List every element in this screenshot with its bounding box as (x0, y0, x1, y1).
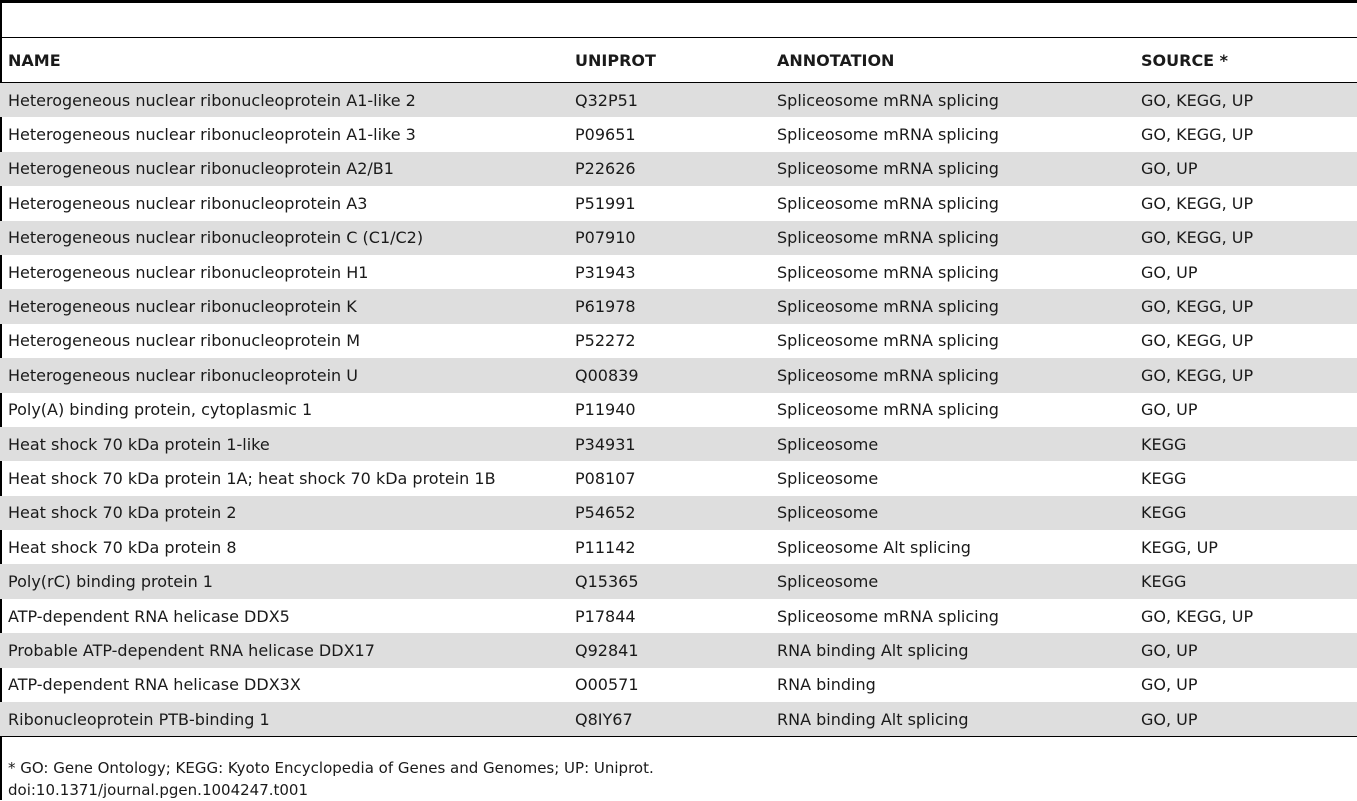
table-row (0, 496, 1357, 530)
cell-source: KEGG (1133, 427, 1357, 461)
cell-annotation: RNA binding Alt splicing (769, 633, 1133, 667)
cell-annotation: Spliceosome mRNA splicing (769, 152, 1133, 186)
cell-annotation: Spliceosome mRNA splicing (769, 83, 1133, 118)
cell-source: GO, KEGG, UP (1141, 331, 1254, 351)
table-row (0, 564, 1357, 598)
cell-source: GO, UP (1141, 675, 1198, 695)
table-body (0, 83, 1357, 737)
table-row (0, 324, 1357, 358)
cell-uniprot: P11142 (575, 537, 636, 557)
cell-uniprot: P11940 (575, 400, 636, 420)
cell-annotation: Spliceosome mRNA splicing (777, 400, 999, 420)
cell-name: Heat shock 70 kDa protein 8 (8, 537, 237, 557)
cell-uniprot: Q8IY67 (567, 702, 769, 737)
protein-table-container (0, 37, 1357, 737)
table-row (0, 668, 1357, 702)
cell-uniprot: Q32P51 (567, 83, 769, 118)
table-header (0, 38, 1357, 83)
cell-name: Heterogeneous nuclear ribonucleoprotein M (8, 331, 361, 351)
cell-annotation: Spliceosome (777, 468, 879, 488)
table-row (0, 633, 1357, 667)
table-row (0, 152, 1357, 186)
cell-source: GO, KEGG, UP (1141, 193, 1254, 213)
table-row (0, 461, 1357, 495)
cell-annotation: Spliceosome (769, 496, 1133, 530)
cell-name: Heterogeneous nuclear ribonucleoprotein A3 (8, 193, 368, 213)
cell-annotation: Spliceosome mRNA splicing (777, 262, 999, 282)
cell-name: Heat shock 70 kDa protein 1-like (0, 427, 567, 461)
cell-source: GO, KEGG, UP (1133, 289, 1357, 323)
cell-annotation: Spliceosome mRNA splicing (777, 331, 999, 351)
cell-annotation: RNA binding (777, 675, 876, 695)
cell-annotation: RNA binding Alt splicing (769, 702, 1133, 737)
cell-name: Heterogeneous nuclear ribonucleoprotein H1 (8, 262, 369, 282)
cell-source: GO, UP (1133, 633, 1357, 667)
cell-annotation: Spliceosome mRNA splicing (769, 358, 1133, 392)
table-row (0, 702, 1357, 737)
cell-name: ATP-dependent RNA helicase DDX3X (8, 675, 301, 695)
cell-name: Heterogeneous nuclear ribonucleoprotein A1-like 2 (0, 83, 567, 118)
cell-annotation: Spliceosome (769, 564, 1133, 598)
cell-source: GO, KEGG, UP (1141, 606, 1254, 626)
cell-uniprot: P51991 (575, 193, 636, 213)
cell-name: Heterogeneous nuclear ribonucleoprotein C (C1/C2) (0, 221, 567, 255)
cell-source: GO, KEGG, UP (1141, 125, 1254, 145)
cell-uniprot: P31943 (575, 262, 636, 282)
cell-name: Probable ATP-dependent RNA helicase DDX17 (0, 633, 567, 667)
footnote-legend: * GO: Gene Ontology; KEGG: Kyoto Encyclopedia of Genes and Genomes; UP: Uniprot. (8, 759, 654, 777)
cell-annotation: Spliceosome mRNA splicing (769, 221, 1133, 255)
cell-source: KEGG, UP (1141, 537, 1218, 557)
table-row (0, 117, 1357, 151)
header-name: NAME (8, 50, 61, 70)
cell-name: ATP-dependent RNA helicase DDX5 (8, 606, 290, 626)
top-rule (0, 0, 1357, 3)
header-uniprot: UNIPROT (575, 50, 656, 70)
cell-source: GO, UP (1133, 152, 1357, 186)
cell-annotation: Spliceosome mRNA splicing (769, 289, 1133, 323)
table-row (0, 255, 1357, 289)
cell-uniprot: P07910 (567, 221, 769, 255)
cell-annotation: Spliceosome (769, 427, 1133, 461)
cell-name: Heterogeneous nuclear ribonucleoprotein A1-like 3 (8, 125, 416, 145)
cell-source: GO, KEGG, UP (1133, 358, 1357, 392)
cell-source: GO, KEGG, UP (1133, 221, 1357, 255)
cell-name: Heterogeneous nuclear ribonucleoprotein A2/B1 (0, 152, 567, 186)
cell-annotation: Spliceosome mRNA splicing (777, 125, 999, 145)
cell-name: Heterogeneous nuclear ribonucleoprotein U (0, 358, 567, 392)
cell-uniprot: P54652 (567, 496, 769, 530)
table-footnotes (8, 757, 654, 801)
cell-uniprot: Q92841 (567, 633, 769, 667)
cell-uniprot: P09651 (575, 125, 636, 145)
cell-uniprot: P52272 (575, 331, 636, 351)
cell-annotation: Spliceosome mRNA splicing (777, 606, 999, 626)
cell-annotation: Spliceosome Alt splicing (777, 537, 971, 557)
cell-name: Poly(A) binding protein, cytoplasmic 1 (8, 400, 313, 420)
table-row (0, 530, 1357, 564)
cell-source: GO, UP (1141, 400, 1198, 420)
table-row (0, 427, 1357, 461)
table-row (0, 83, 1357, 118)
cell-source: KEGG (1133, 564, 1357, 598)
table-row (0, 358, 1357, 392)
cell-uniprot: P08107 (575, 468, 636, 488)
cell-name: Heat shock 70 kDa protein 1A; heat shock 70 kDa protein 1B (8, 468, 496, 488)
cell-uniprot: P34931 (567, 427, 769, 461)
cell-source: KEGG (1133, 496, 1357, 530)
table-row (0, 186, 1357, 220)
table-row (0, 289, 1357, 323)
cell-source: GO, UP (1133, 702, 1357, 737)
header-row (0, 38, 1357, 83)
cell-uniprot: P17844 (575, 606, 636, 626)
cell-source: GO, KEGG, UP (1133, 83, 1357, 118)
cell-uniprot: P61978 (567, 289, 769, 323)
header-source: SOURCE * (1141, 50, 1229, 70)
cell-source: KEGG (1141, 468, 1187, 488)
cell-source: GO, UP (1141, 262, 1198, 282)
cell-name: Poly(rC) binding protein 1 (0, 564, 567, 598)
cell-name: Ribonucleoprotein PTB-binding 1 (0, 702, 567, 737)
cell-annotation: Spliceosome mRNA splicing (777, 193, 999, 213)
cell-name: Heterogeneous nuclear ribonucleoprotein K (0, 289, 567, 323)
cell-name: Heat shock 70 kDa protein 2 (0, 496, 567, 530)
footnote-doi: doi:10.1371/journal.pgen.1004247.t001 (8, 781, 309, 799)
table-row (0, 393, 1357, 427)
cell-uniprot: O00571 (575, 675, 639, 695)
cell-uniprot: Q15365 (567, 564, 769, 598)
cell-uniprot: P22626 (567, 152, 769, 186)
table-row (0, 221, 1357, 255)
cell-uniprot: Q00839 (567, 358, 769, 392)
protein-table (0, 37, 1357, 737)
table-row (0, 599, 1357, 633)
header-annotation: ANNOTATION (777, 50, 895, 70)
